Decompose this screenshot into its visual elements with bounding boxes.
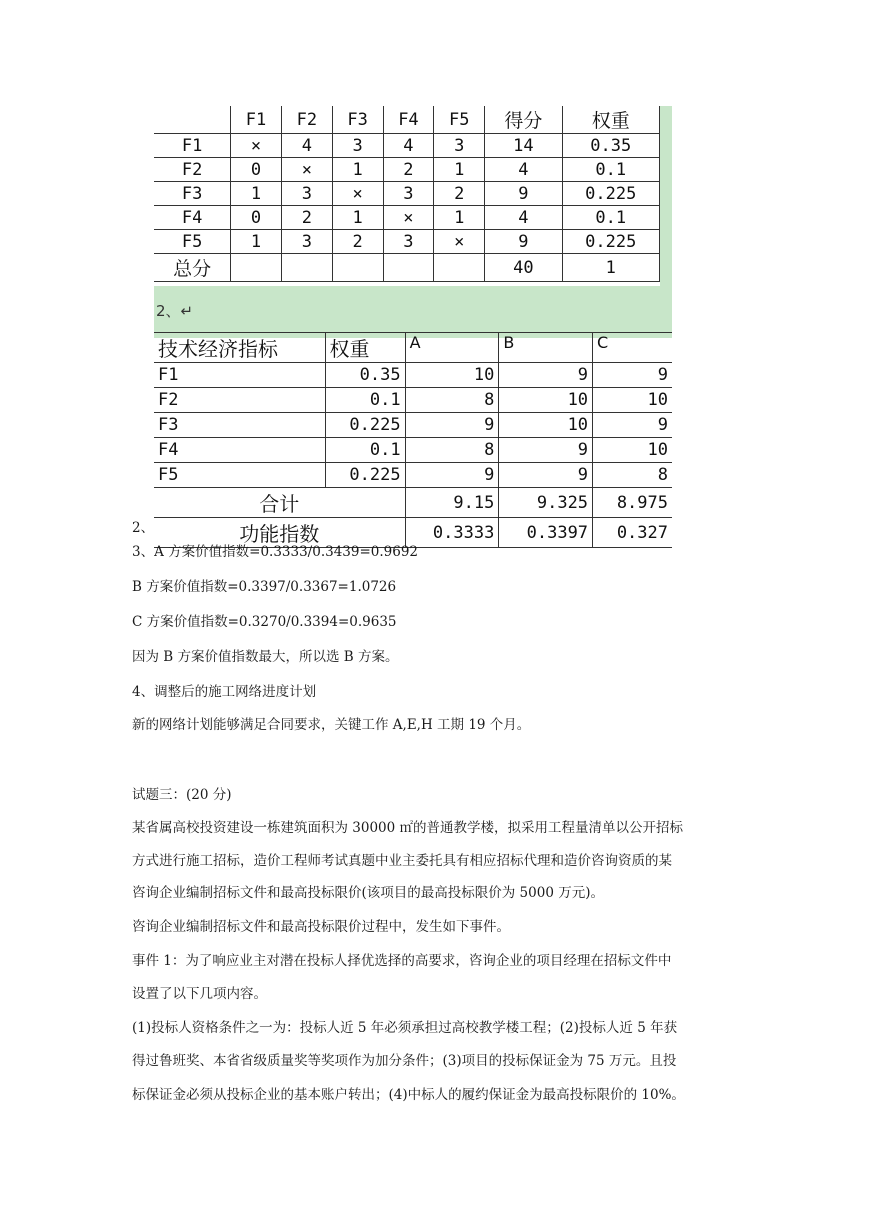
table-cell: 1 xyxy=(434,158,485,182)
paragraph-line: 标保证金必须从投标企业的基本账户转出；(4)中标人的履约保证金为最高投标限价的 10%。 xyxy=(132,1087,685,1103)
paragraph-line: 咨询企业编制招标文件和最高投标限价(该项目的最高投标限价为 5000 万元)。 xyxy=(132,885,604,901)
table-cell: 3 xyxy=(281,182,332,206)
table-cell: × xyxy=(231,134,282,158)
table-header-cell: A xyxy=(405,333,499,363)
table-cell: F2 xyxy=(154,158,231,182)
table-cell: 0.225 xyxy=(325,413,405,438)
table-cell: 9 xyxy=(499,463,593,488)
table-cell: 9 xyxy=(485,182,562,206)
table-cell: 14 xyxy=(485,134,562,158)
table-cell: 9 xyxy=(593,363,672,388)
paragraph-line: (1)投标人资格条件之一为：投标人近 5 年必须承担过高校教学楼工程；(2)投标人近 5 年获 xyxy=(132,1020,678,1036)
table-cell: F5 xyxy=(154,463,325,488)
table-cell xyxy=(231,254,282,282)
table-row xyxy=(154,230,660,254)
table-cell: 9 xyxy=(405,463,499,488)
table-cell: 3 xyxy=(332,134,383,158)
table-cell: 3 xyxy=(434,134,485,158)
paragraph-line: 3、A 方案价值指数=0.3333/0.3439=0.9692 xyxy=(132,544,419,560)
table-cell: 0.225 xyxy=(562,230,659,254)
table-cell: × xyxy=(434,230,485,254)
function-index-cell: 0.327 xyxy=(593,518,672,548)
paragraph-line: 某省属高校投资建设一栋建筑面积为 30000 ㎡的普通教学楼，拟采用工程量清单以公开招标 xyxy=(132,820,684,836)
table-header-cell: 得分 xyxy=(485,106,562,134)
table-cell: 10 xyxy=(499,388,593,413)
table-cell xyxy=(383,254,434,282)
function-index-cell: 0.3397 xyxy=(499,518,593,548)
table-cell: 0.35 xyxy=(325,363,405,388)
table-cell: 4 xyxy=(485,158,562,182)
table-cell: 9 xyxy=(405,413,499,438)
table-cell: 4 xyxy=(281,134,332,158)
table-cell: F1 xyxy=(154,134,231,158)
table-cell: 9 xyxy=(485,230,562,254)
table-cell: F4 xyxy=(154,206,231,230)
table-cell xyxy=(434,254,485,282)
paragraph-line: 试题三：(20 分) xyxy=(132,787,232,803)
table-row xyxy=(154,206,660,230)
table-cell: 0.1 xyxy=(325,438,405,463)
table-cell: 2 xyxy=(281,206,332,230)
paragraph-line: 咨询企业编制招标文件和最高投标限价过程中，发生如下事件。 xyxy=(132,919,510,935)
table-cell: 10 xyxy=(405,363,499,388)
pairwise-scoring-table xyxy=(154,106,660,282)
table-cell: 2 xyxy=(383,158,434,182)
green-separator-band xyxy=(154,286,672,338)
table-cell: 8 xyxy=(405,388,499,413)
total-cell: 9.15 xyxy=(405,488,499,518)
technical-economic-table xyxy=(154,332,672,548)
table-cell: 3 xyxy=(281,230,332,254)
table-cell: 10 xyxy=(499,413,593,438)
table-header-cell: F2 xyxy=(281,106,332,134)
table-header-cell: B xyxy=(499,333,593,363)
table-cell: F4 xyxy=(154,438,325,463)
table-cell: 10 xyxy=(593,388,672,413)
table-cell: 2 xyxy=(332,230,383,254)
table-cell: 1 xyxy=(562,254,659,282)
table-cell: 0 xyxy=(231,206,282,230)
paragraph-line: 4、调整后的施工网络进度计划 xyxy=(132,684,317,700)
table-cell: 9 xyxy=(499,363,593,388)
table-cell: F3 xyxy=(154,182,231,206)
table-cell: 1 xyxy=(332,206,383,230)
table-header-cell: 权重 xyxy=(325,333,405,363)
table-cell: 3 xyxy=(383,182,434,206)
table-cell: 0 xyxy=(231,158,282,182)
table-cell: 8 xyxy=(405,438,499,463)
table-cell: 1 xyxy=(231,230,282,254)
paragraph-line: 得过鲁班奖、本省省级质量奖等奖项作为加分条件；(3)项目的投标保证金为 75 万元。且投 xyxy=(132,1053,677,1069)
table-row xyxy=(154,363,672,388)
table-cell: 4 xyxy=(485,206,562,230)
table-header-cell: 技术经济指标 xyxy=(154,333,325,363)
paragraph-line: 新的网络计划能够满足合同要求，关键工作 A,E,H 工期 19 个月。 xyxy=(132,717,531,733)
paragraph-line: C 方案价值指数=0.3270/0.3394=0.9635 xyxy=(132,614,397,630)
total-cell: 9.325 xyxy=(499,488,593,518)
function-index-cell: 0.3333 xyxy=(405,518,499,548)
table-header-cell: F5 xyxy=(434,106,485,134)
band-label: 2、↵ xyxy=(156,302,194,320)
table-row xyxy=(154,388,672,413)
table-row xyxy=(154,438,672,463)
table-cell: F5 xyxy=(154,230,231,254)
table-cell: 3 xyxy=(383,230,434,254)
total-cell: 8.975 xyxy=(593,488,672,518)
paragraph-line: 因为 B 方案价值指数最大，所以选 B 方案。 xyxy=(132,649,399,665)
table-header-cell xyxy=(154,106,231,134)
table-cell: 8 xyxy=(593,463,672,488)
total-row xyxy=(154,488,672,518)
table-cell: 9 xyxy=(593,413,672,438)
table-cell: 0.1 xyxy=(325,388,405,413)
table-header-cell: F1 xyxy=(231,106,282,134)
green-edge-strip xyxy=(660,106,672,286)
table-cell: 0.1 xyxy=(562,158,659,182)
table-cell: 0.35 xyxy=(562,134,659,158)
table-cell xyxy=(332,254,383,282)
table-cell: 40 xyxy=(485,254,562,282)
table-row xyxy=(154,158,660,182)
paragraph-line: 事件 1：为了响应业主对潜在投标人择优选择的高要求，咨询企业的项目经理在招标文件中 xyxy=(132,953,672,969)
table-cell: F1 xyxy=(154,363,325,388)
table-header-row xyxy=(154,106,660,134)
table-header-cell: 权重 xyxy=(562,106,659,134)
table-header-cell: F3 xyxy=(332,106,383,134)
table-cell: F3 xyxy=(154,413,325,438)
table-cell: F2 xyxy=(154,388,325,413)
table-cell: 9 xyxy=(499,438,593,463)
table-cell: 1 xyxy=(434,206,485,230)
table-cell: 10 xyxy=(593,438,672,463)
table-cell: × xyxy=(332,182,383,206)
table-cell: 0.1 xyxy=(562,206,659,230)
table-header-cell: C xyxy=(593,333,672,363)
table-row xyxy=(154,413,672,438)
embedded-table-image xyxy=(154,106,672,546)
table-header-cell: F4 xyxy=(383,106,434,134)
table-cell: 0.225 xyxy=(325,463,405,488)
paragraph-line: 方式进行施工招标，造价工程师考试真题中业主委托具有相应招标代理和造价咨询资质的某 xyxy=(132,853,672,869)
table-cell: 1 xyxy=(231,182,282,206)
paragraph-line: 设置了以下几项内容。 xyxy=(132,986,267,1002)
total-label: 合计 xyxy=(154,488,405,518)
paragraph-line: B 方案价值指数=0.3397/0.3367=1.0726 xyxy=(132,579,397,595)
table-cell: 总分 xyxy=(154,254,231,282)
table-cell: × xyxy=(383,206,434,230)
table-cell: × xyxy=(281,158,332,182)
table-cell: 4 xyxy=(383,134,434,158)
table-row xyxy=(154,134,660,158)
table-row xyxy=(154,254,660,282)
stray-label: 2、 xyxy=(132,520,155,536)
function-index-label: 功能指数 xyxy=(154,518,405,548)
table-cell: 2 xyxy=(434,182,485,206)
table-cell: 0.225 xyxy=(562,182,659,206)
table-row xyxy=(154,182,660,206)
table-cell: 1 xyxy=(332,158,383,182)
table-header-row xyxy=(154,333,672,363)
table-row xyxy=(154,463,672,488)
table-cell xyxy=(281,254,332,282)
